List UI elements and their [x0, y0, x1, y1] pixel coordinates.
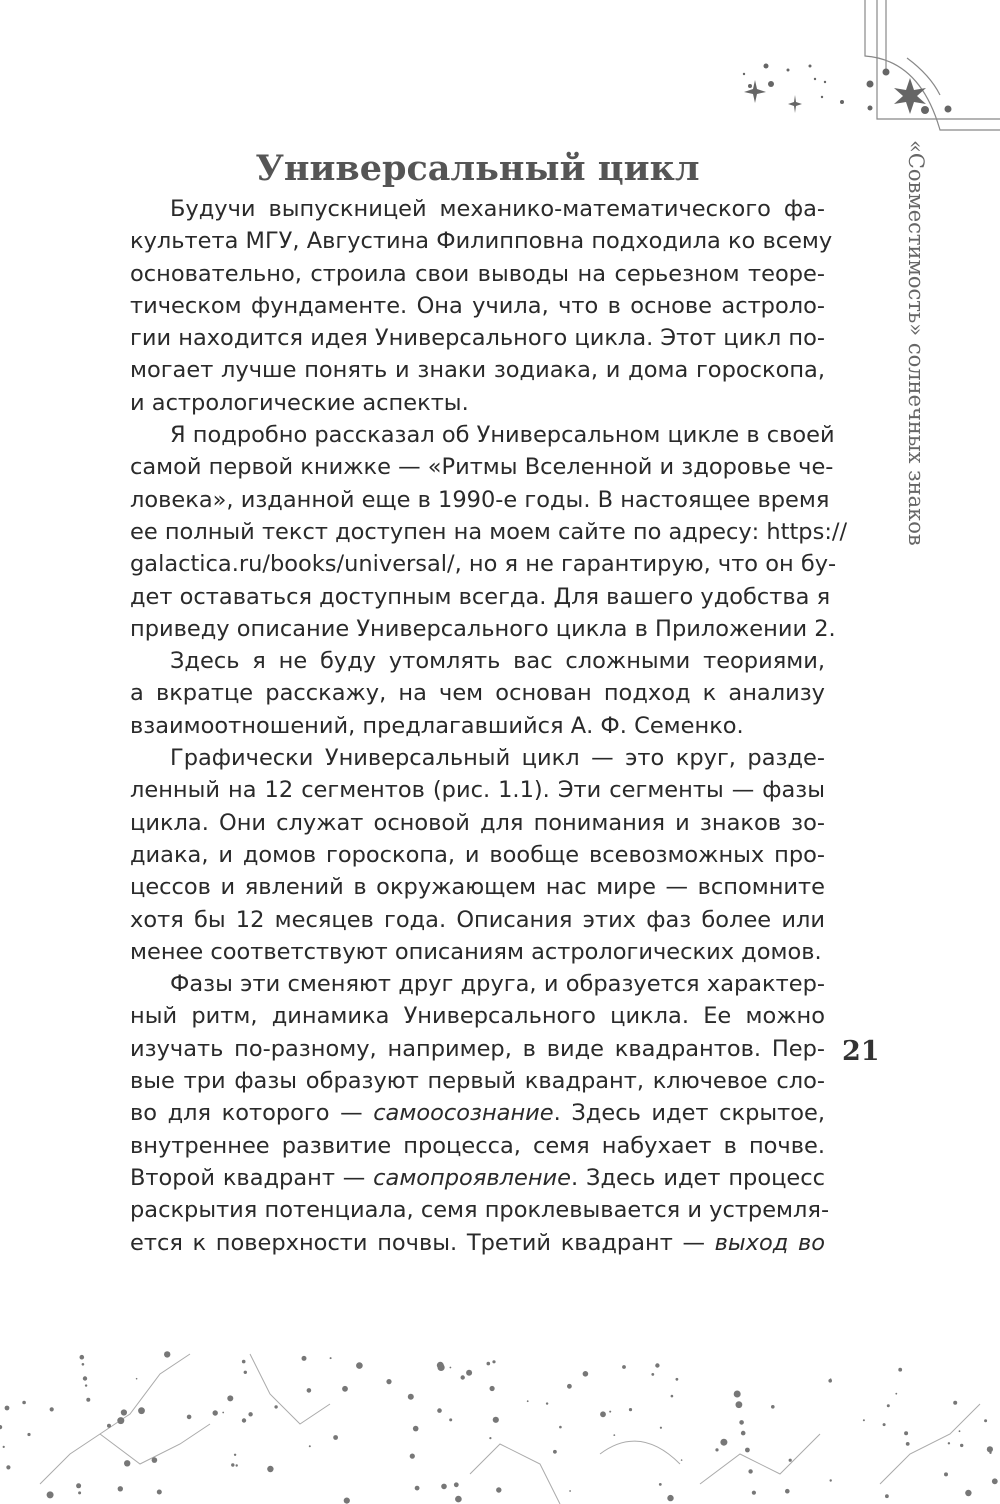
- star-dot: [789, 1459, 792, 1462]
- star-dot: [906, 1442, 910, 1446]
- star-dot: [466, 1370, 472, 1376]
- text-segment: дет оставаться доступным всегда. Для вашего удобства я: [130, 583, 831, 610]
- star-dot: [356, 1362, 363, 1369]
- star-dot: [413, 1426, 419, 1432]
- star-dot: [227, 1395, 233, 1401]
- star-dot: [449, 1418, 452, 1421]
- text-segment: культета МГУ, Августина Филипповна подходила ко всему: [130, 228, 833, 255]
- text-segment: и астрологические аспекты.: [130, 389, 469, 416]
- star-dot: [415, 1486, 420, 1491]
- star-dot: [441, 1484, 447, 1490]
- star-dot: [720, 1439, 727, 1446]
- text-line: [130, 871, 825, 903]
- star-dot: [989, 1452, 991, 1454]
- star-dot: [953, 1401, 957, 1405]
- star-dot: [752, 1491, 756, 1495]
- star-dot: [76, 1483, 81, 1488]
- star-dot: [267, 1466, 273, 1472]
- text-line: [130, 1194, 830, 1226]
- star-dot: [600, 1411, 606, 1417]
- star-dot: [567, 1384, 572, 1389]
- star-dot: [138, 1407, 145, 1414]
- star-dot: [734, 1391, 741, 1398]
- star-dot: [231, 1463, 234, 1466]
- star-dot: [244, 1371, 247, 1374]
- star-dot: [546, 1402, 548, 1404]
- star-dot: [118, 1486, 123, 1491]
- star-dot: [715, 1448, 718, 1451]
- text-line: [130, 1130, 825, 1162]
- text-line: [130, 516, 848, 548]
- star-dot: [739, 1420, 744, 1425]
- star-dot: [660, 1427, 662, 1429]
- text-segment: цикла. Они служат основой для понимания и знаков зо-: [130, 809, 825, 836]
- text-segment: основательно, строила свои выводы на серьезном теоре-: [130, 260, 825, 287]
- star-dot: [136, 1378, 138, 1380]
- star-dot: [553, 1450, 557, 1454]
- text-segment: раскрытия потенциала, семя проклевывается и устремля-: [130, 1197, 830, 1224]
- text-segment: . Здесь идет скрытое,: [553, 1100, 825, 1127]
- italic-term: самоосознание: [373, 1100, 554, 1127]
- text-line: [130, 968, 825, 1000]
- text-segment: цессов и явлений в окружающем нас мире — вспомните: [130, 874, 825, 901]
- star-dot: [236, 1464, 238, 1466]
- star-dot: [944, 1472, 948, 1476]
- star-dot: [344, 1498, 350, 1504]
- star-dot: [22, 1401, 26, 1405]
- star-dot: [3, 1446, 5, 1448]
- text-line: [130, 774, 825, 806]
- text-segment: Будучи выпускницей механико-математического фа-: [170, 196, 825, 222]
- text-segment: ловека», изданной еще в 1990-е годы. В настоящее время: [130, 486, 830, 513]
- star-dot: [655, 1363, 659, 1367]
- text-line: [130, 807, 825, 839]
- star-dot: [124, 1460, 130, 1466]
- star-dot: [437, 1362, 444, 1369]
- page-number: 21: [842, 1036, 880, 1067]
- star-dot: [583, 1371, 589, 1377]
- star-dot: [493, 1417, 499, 1423]
- star-dot: [454, 1482, 459, 1487]
- star-dot: [609, 1411, 611, 1413]
- text-line: [130, 581, 831, 613]
- text-segment: приведу описание Универсального цикла в Приложении 2.: [130, 615, 836, 642]
- text-line: [130, 936, 825, 968]
- text-line: [130, 354, 825, 386]
- star-dot: [613, 1434, 615, 1436]
- italic-term: самопроявление: [373, 1164, 572, 1191]
- star-dot: [681, 1459, 683, 1461]
- star-dot: [676, 1378, 679, 1381]
- star-dot: [736, 1401, 743, 1408]
- star-dot: [785, 1489, 790, 1494]
- star-dot: [828, 1379, 832, 1383]
- text-segment: ется к поверхности почвы. Третий квадрант —: [130, 1229, 715, 1256]
- star-dot: [450, 1367, 452, 1369]
- text-segment: Здесь я не буду утомлять вас сложными теориями,: [170, 648, 825, 675]
- text-line: [130, 839, 825, 871]
- star-dot: [987, 1446, 993, 1452]
- text-line: [130, 1162, 825, 1194]
- text-segment: менее соответствуют описаниям астрологических домов.: [130, 938, 822, 965]
- star-dot: [461, 1375, 465, 1379]
- text-segment: тическом фундаменте. Она учила, что в основе астроло-: [130, 292, 825, 319]
- star-dot: [82, 1363, 85, 1366]
- text-segment: диака, и домов гороскопа, и вообще всевозможных про-: [130, 841, 825, 868]
- star-dot: [748, 1469, 752, 1473]
- text-line: [130, 451, 834, 483]
- star-dot: [234, 1454, 236, 1456]
- text-line: [130, 645, 825, 677]
- star-dot: [222, 1412, 224, 1414]
- corner-ornament: [740, 0, 1000, 140]
- star-dot: [622, 1365, 626, 1369]
- star-dot: [904, 1431, 908, 1435]
- text-segment: вые три фазы образуют первый квадрант, ключевое сло-: [130, 1068, 825, 1095]
- star-dot: [984, 1419, 987, 1422]
- text-line: [130, 258, 825, 290]
- text-segment: самой первой книжке — «Ритмы Вселенной и здоровье че-: [130, 454, 834, 481]
- running-title: «Совместимость» солнечных знаков: [904, 140, 928, 546]
- star-dot: [78, 1491, 81, 1494]
- star-dot: [651, 1373, 654, 1376]
- text-line: [130, 193, 825, 225]
- text-line: [130, 613, 836, 645]
- star-dot: [50, 1407, 54, 1411]
- text-segment: Фазы эти сменяют друг друга, и образуется характер-: [170, 971, 825, 998]
- star-dot: [213, 1410, 218, 1415]
- star-dot: [569, 1490, 571, 1492]
- star-dot: [659, 1483, 662, 1486]
- star-dot: [248, 1412, 252, 1416]
- star-dot: [489, 1437, 491, 1439]
- text-line: [130, 419, 835, 451]
- star-dot: [959, 1430, 961, 1432]
- star-dot: [455, 1496, 462, 1503]
- constellation-decoration: [0, 1334, 1000, 1504]
- star-dot: [490, 1386, 495, 1391]
- star-dot: [992, 1478, 998, 1484]
- text-segment: изучать по-разному, например, в виде квадрантов. Пер-: [130, 1035, 825, 1062]
- star-dot: [895, 1393, 897, 1395]
- star-dot: [492, 1360, 495, 1363]
- star-dot: [85, 1384, 87, 1386]
- star-dot: [333, 1435, 338, 1440]
- text-segment: взаимоотношений, предлагавшийся А. Ф. Семенко.: [130, 712, 744, 739]
- star-dot: [667, 1495, 673, 1501]
- star-dot: [187, 1415, 192, 1420]
- star-dot: [863, 1419, 865, 1421]
- star-dot: [487, 1362, 491, 1366]
- star-dot: [745, 1448, 750, 1453]
- star-dot: [274, 1405, 277, 1408]
- star-dot: [342, 1386, 348, 1392]
- star-dot: [0, 1425, 2, 1429]
- text-segment: во для которого —: [130, 1100, 374, 1127]
- star-dot: [671, 1395, 674, 1398]
- star-dot: [887, 1404, 890, 1407]
- text-segment: Второй квадрант —: [130, 1164, 374, 1191]
- text-line: [130, 1097, 825, 1129]
- star-dot: [152, 1457, 158, 1463]
- text-line: [130, 225, 833, 257]
- star-dot: [960, 1444, 963, 1447]
- text-line: [130, 742, 825, 774]
- star-dot: [157, 1490, 162, 1495]
- star-dot: [410, 1454, 415, 1459]
- star-dot: [741, 1431, 746, 1436]
- text-segment: Я подробно рассказал об Универсальном цикле в своей: [170, 422, 835, 449]
- star-dot: [302, 1356, 307, 1361]
- star-dot: [117, 1417, 124, 1424]
- text-segment: galactica.ru/books/universal/, но я не гарантирую, что он бу-: [130, 551, 837, 578]
- text-segment: ленный на 12 сегментов (рис. 1.1). Эти сегменты — фазы: [130, 777, 825, 804]
- text-segment: ный ритм, динамика Универсального цикла. Ее можно: [130, 1003, 825, 1030]
- star-dot: [330, 1357, 332, 1359]
- italic-term: выход во: [714, 1229, 825, 1256]
- text-line: [130, 387, 825, 419]
- star-dot: [80, 1355, 85, 1360]
- text-segment: Графически Универсальный цикл — это круг, разде-: [170, 745, 825, 772]
- text-line: [130, 677, 825, 709]
- text-line: [130, 1000, 825, 1032]
- text-line: [130, 904, 825, 936]
- star-dot: [965, 1490, 971, 1496]
- star-dot: [121, 1409, 127, 1415]
- star-dot: [629, 1408, 632, 1411]
- star-dot: [830, 1479, 832, 1481]
- star-dot: [164, 1351, 170, 1357]
- star-dot: [771, 1405, 775, 1409]
- star-dot: [496, 1487, 501, 1492]
- star-dot: [47, 1491, 54, 1498]
- text-segment: могает лучше понять и знаки зодиака, и дома гороскопа,: [130, 357, 825, 384]
- text-line: [130, 322, 825, 354]
- text-line: [130, 1227, 825, 1259]
- star-dot: [86, 1398, 90, 1402]
- star-dot: [898, 1368, 902, 1372]
- star-dot: [559, 1426, 562, 1429]
- text-segment: внутреннее развитие процесса, семя набухает в почве.: [130, 1132, 825, 1159]
- text-line: [130, 1065, 825, 1097]
- star-dot: [883, 1423, 886, 1426]
- star-dot: [27, 1433, 30, 1436]
- text-line: [130, 710, 825, 742]
- star-dot: [948, 1442, 950, 1444]
- star-dot: [242, 1360, 246, 1364]
- text-segment: ее полный текст доступен на моем сайте по адресу: https://: [130, 518, 848, 545]
- star-dot: [527, 1400, 529, 1402]
- star-dot: [6, 1465, 10, 1469]
- star-dot: [107, 1424, 111, 1428]
- star-dot: [408, 1394, 414, 1400]
- star-dot: [437, 1408, 442, 1413]
- text-line: [130, 484, 830, 516]
- text-segment: гии находится идея Универсального цикла. Этот цикл по-: [130, 325, 825, 352]
- text-line: [130, 1033, 825, 1065]
- star-dot: [5, 1406, 10, 1411]
- body-text: [130, 193, 848, 1259]
- text-segment: а вкратце расскажу, на чем основан подход к анализу: [130, 680, 825, 707]
- text-line: [130, 290, 825, 322]
- star-dot: [242, 1418, 246, 1422]
- star-dot: [309, 1445, 311, 1447]
- star-dot: [83, 1376, 87, 1380]
- page-title: Универсальный цикл: [255, 148, 700, 189]
- text-segment: хотя бы 12 месяцев года. Описания этих фаз более или: [130, 906, 825, 933]
- star-dot: [885, 1494, 889, 1498]
- text-segment: . Здесь идет процесс: [571, 1164, 825, 1191]
- star-dot: [307, 1388, 312, 1393]
- star-dot: [386, 1379, 391, 1384]
- text-line: [130, 548, 837, 580]
